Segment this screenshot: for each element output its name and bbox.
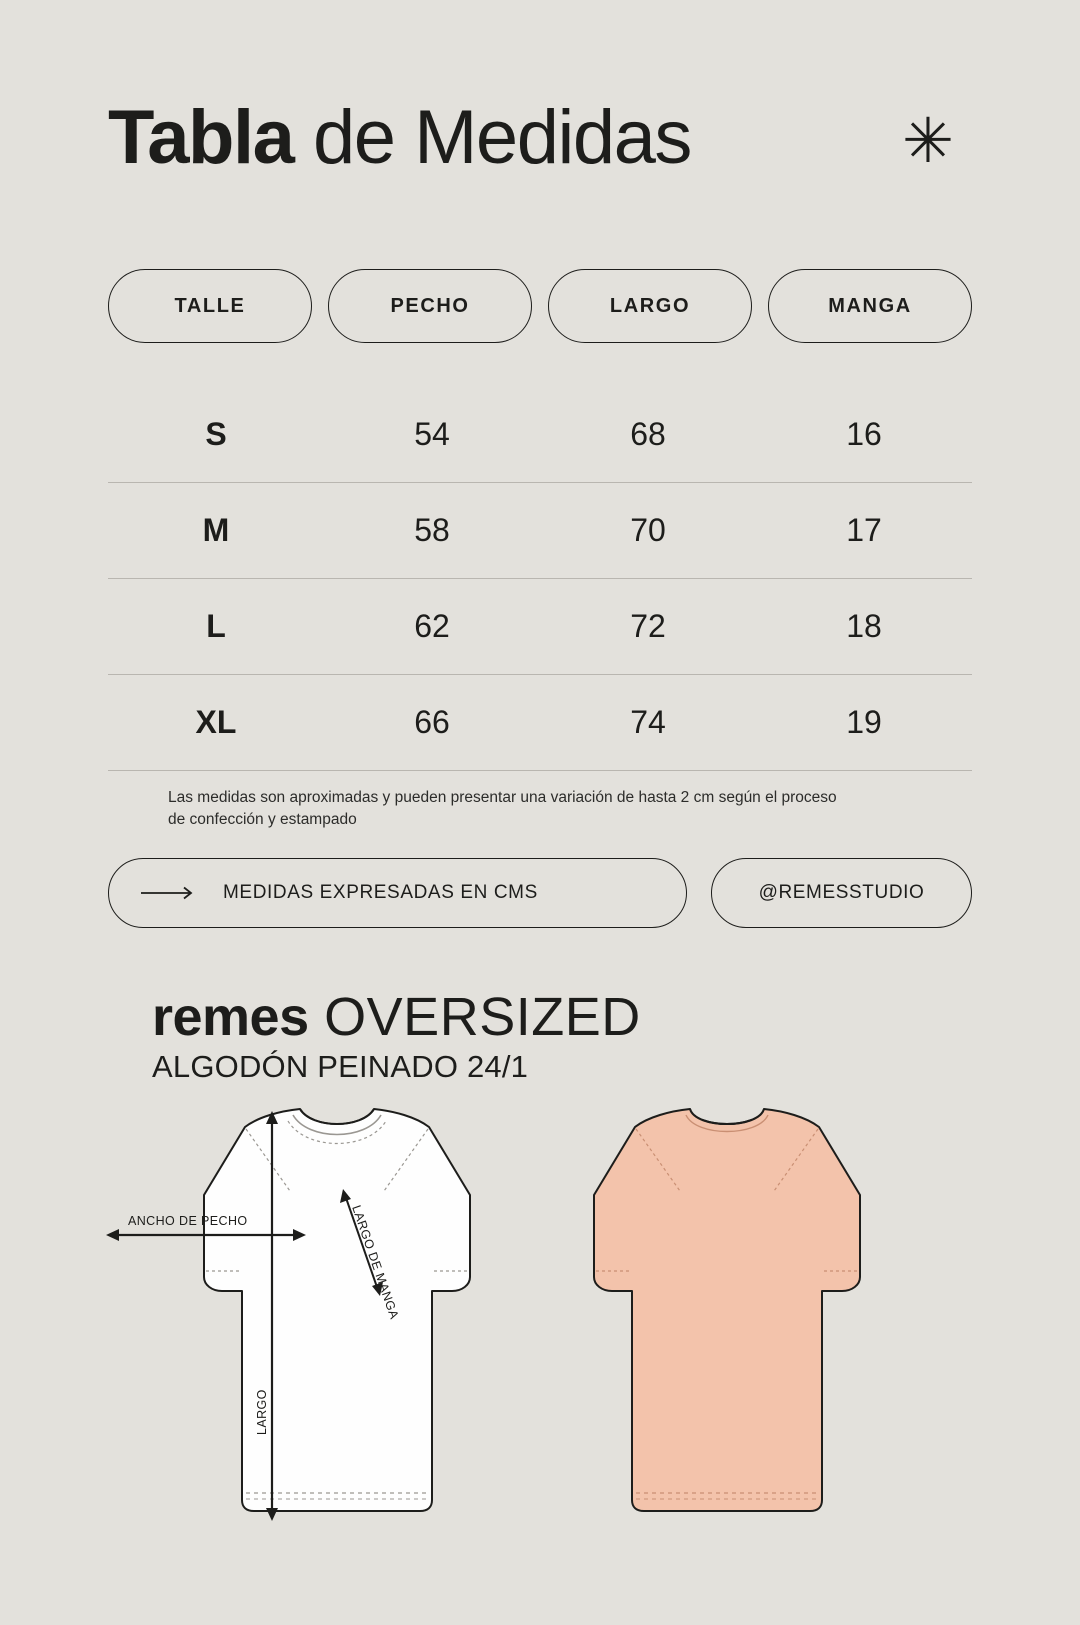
- measurements-table: [108, 387, 972, 771]
- cell-manga: 19: [846, 704, 882, 740]
- footer-pills: [108, 858, 972, 928]
- table-row: [108, 579, 972, 675]
- cell-talle: M: [202, 512, 230, 548]
- title-light: de Medidas: [293, 95, 691, 180]
- units-pill: [108, 858, 687, 928]
- length-label: LARGO: [255, 1389, 269, 1435]
- back-tee: [594, 1109, 860, 1511]
- cell-manga: 17: [846, 512, 882, 548]
- social-handle-pill: @REMESSTUDIO: [711, 858, 972, 928]
- title-text: [108, 95, 691, 180]
- brand-name-oversized: OVERSIZED: [324, 986, 641, 1047]
- column-header-largo: LARGO: [548, 269, 752, 343]
- asterisk-icon: ✳: [902, 107, 954, 176]
- units-label: MEDIDAS EXPRESADAS EN CMS: [223, 881, 538, 903]
- brand-subtitle: ALGODÓN PEINADO 24/1: [152, 1049, 529, 1085]
- cell-talle: S: [205, 416, 227, 452]
- cell-pecho: 54: [414, 416, 450, 452]
- column-header-talle: TALLE: [108, 269, 312, 343]
- page-title: [108, 0, 972, 180]
- cell-largo: 68: [630, 416, 666, 452]
- brand-name-bold: remes: [152, 986, 309, 1047]
- cell-talle: XL: [195, 704, 237, 740]
- table-header-pills: [108, 269, 972, 343]
- front-tee: [106, 1109, 470, 1521]
- table-row: [108, 675, 972, 771]
- column-header-pecho: PECHO: [328, 269, 532, 343]
- measurement-note: Las medidas son aproximadas y pueden presentar una variación de hasta 2 cm según el proceso de confección y estampado: [168, 789, 837, 829]
- chest-label: ANCHO DE PECHO: [128, 1214, 248, 1228]
- cell-largo: 70: [630, 512, 666, 548]
- cell-manga: 16: [846, 416, 882, 452]
- cell-pecho: 62: [414, 608, 450, 644]
- brand-name-light: [309, 987, 325, 1047]
- brand-block: [108, 986, 972, 1085]
- cell-largo: 74: [630, 704, 666, 740]
- column-header-manga: MANGA: [768, 269, 972, 343]
- table-row: [108, 387, 972, 483]
- cell-talle: L: [206, 608, 226, 644]
- cell-largo: 72: [630, 608, 666, 644]
- table-row: [108, 483, 972, 579]
- arrow-right-icon: [141, 886, 195, 900]
- cell-manga: 18: [846, 608, 882, 644]
- sleeve-label: LARGO DE MANGA: [349, 1203, 402, 1321]
- cell-pecho: 66: [414, 704, 450, 740]
- brand-name: [152, 986, 972, 1047]
- garment-illustration: [0, 1095, 1080, 1620]
- cell-pecho: 58: [414, 512, 450, 548]
- title-bold: Tabla: [108, 95, 294, 180]
